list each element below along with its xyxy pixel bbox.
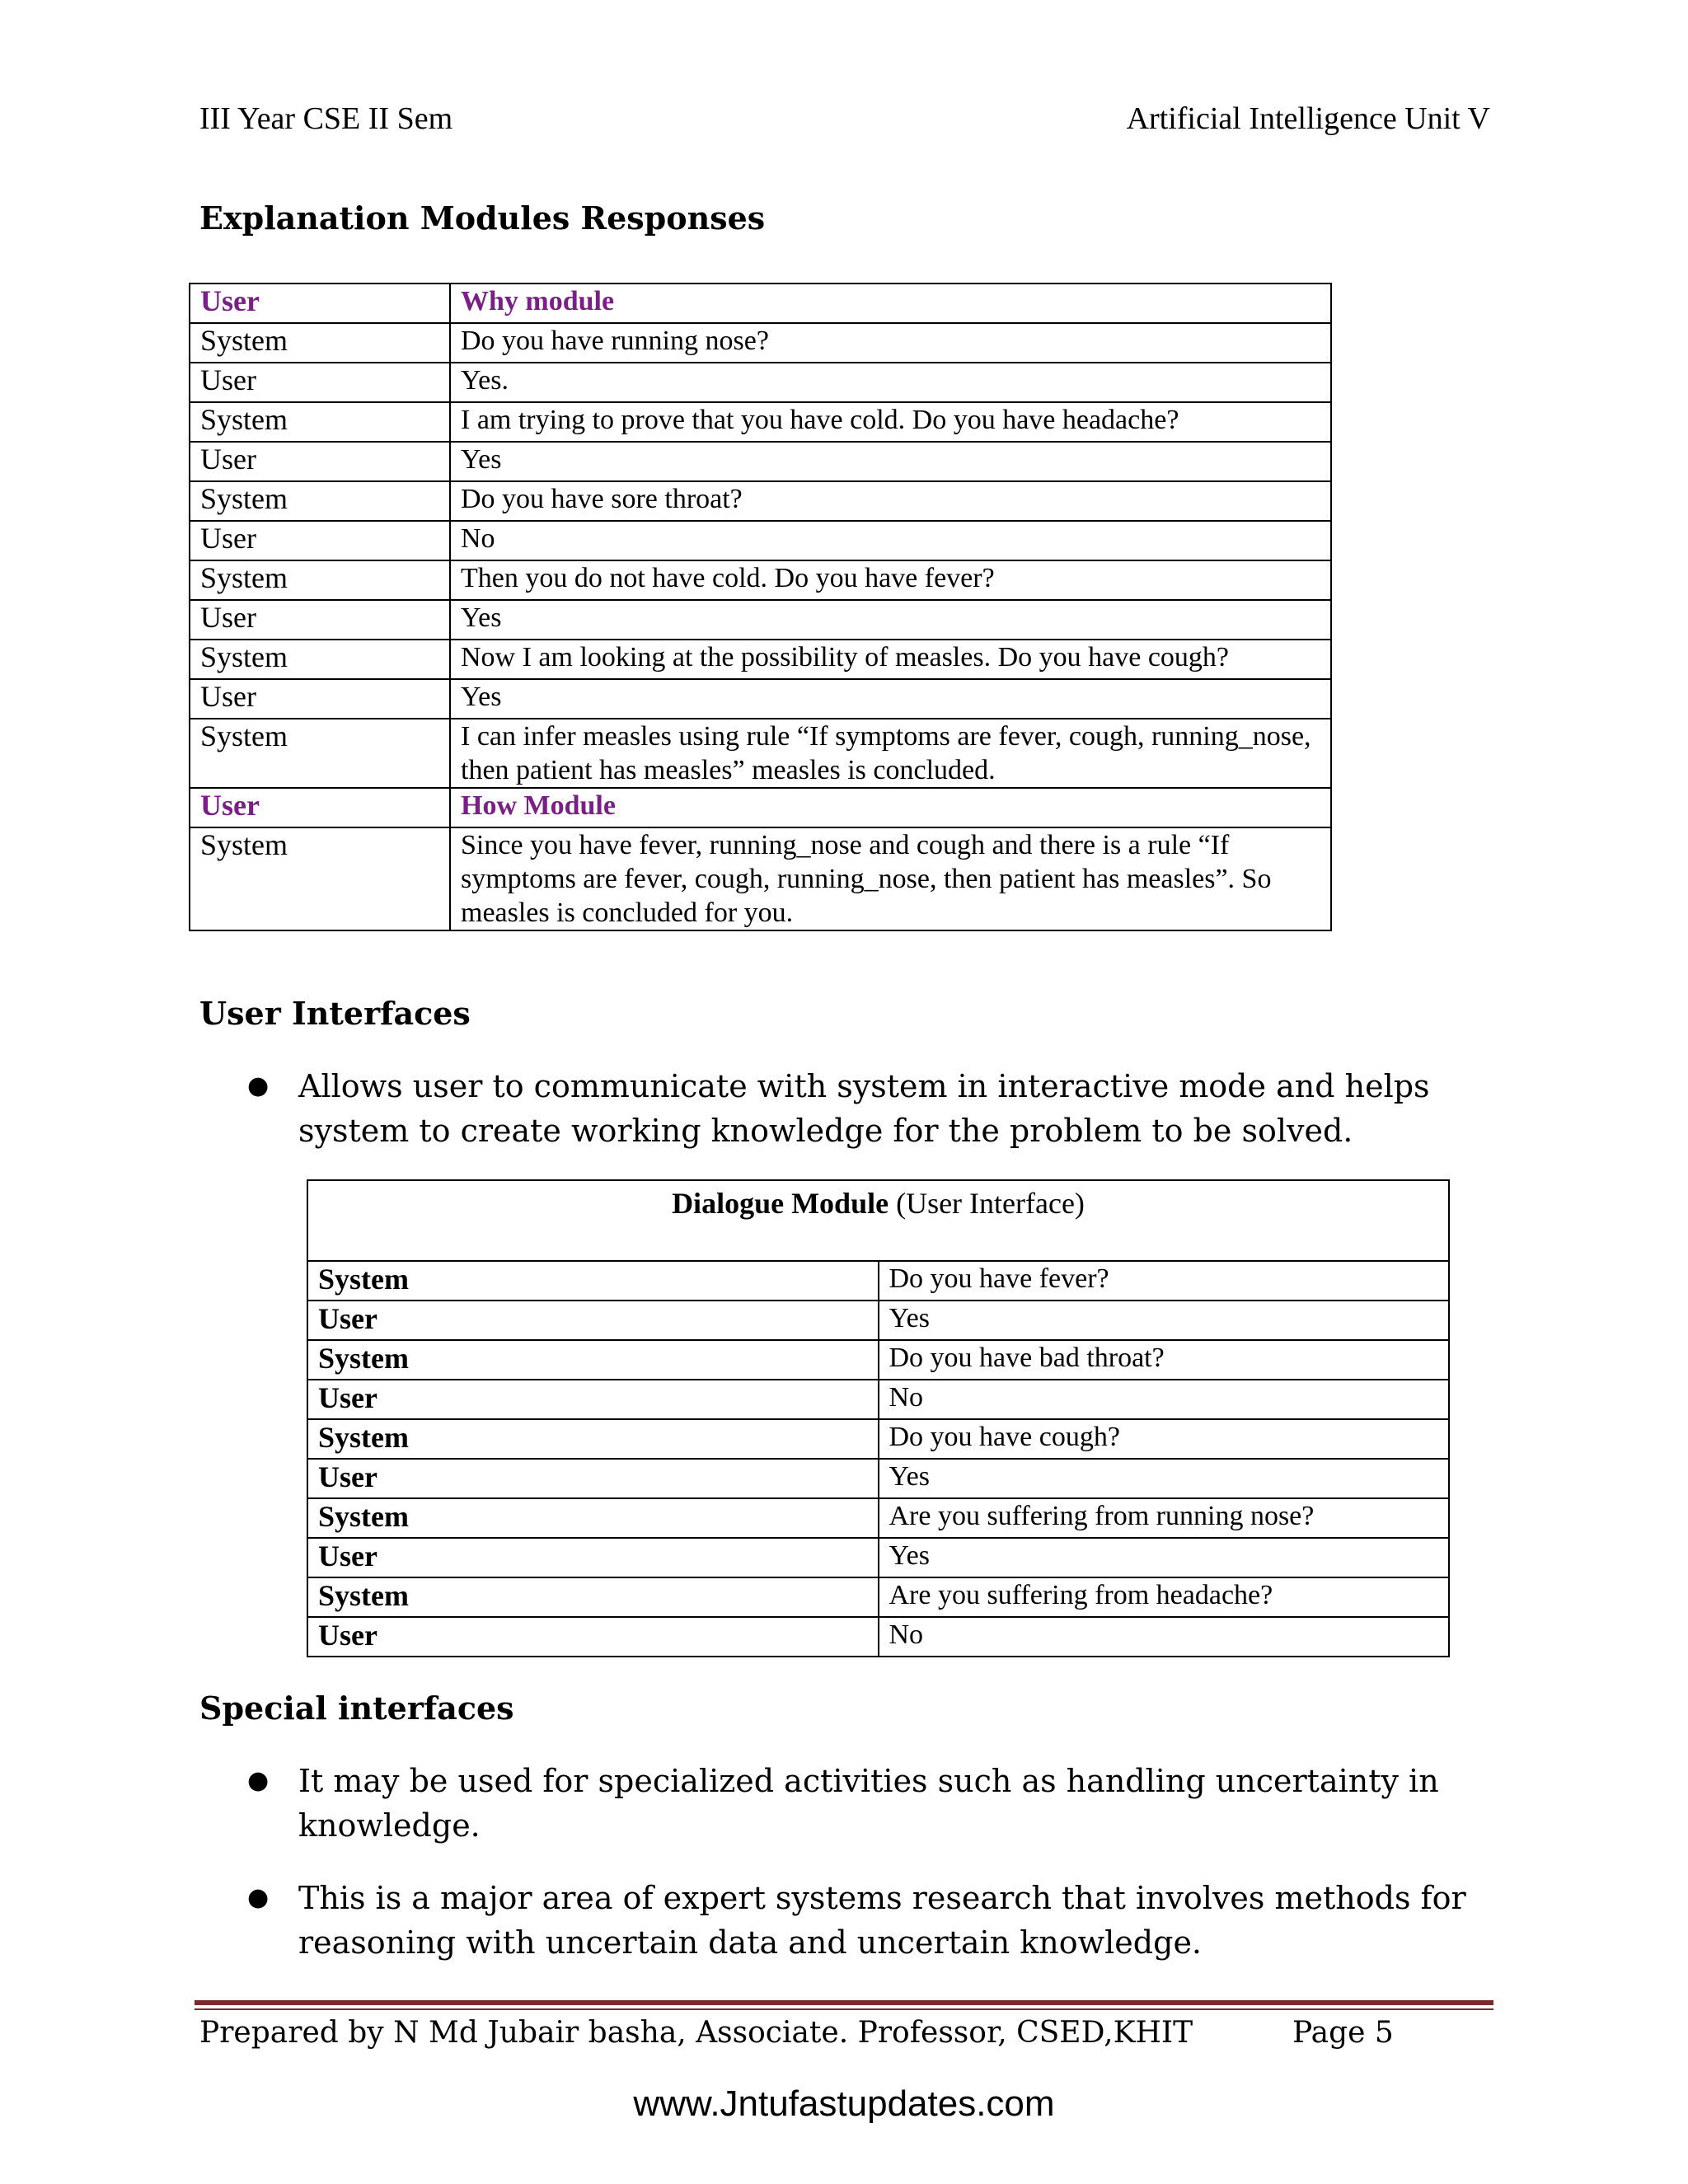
table-row xyxy=(190,442,1331,481)
message-cell: Yes xyxy=(450,600,1331,640)
message-cell: Since you have fever, running_nose and cough and there is a rule “If symptoms are fever, cough, running_nose, then patient has measles”. So measles is concluded for you. xyxy=(450,827,1331,930)
message-cell: Now I am looking at the possibility of measles. Do you have cough? xyxy=(450,640,1331,679)
table-row xyxy=(190,363,1331,402)
table-row xyxy=(307,1380,1449,1419)
table-row xyxy=(190,827,1331,930)
section-heading-user-interfaces: User Interfaces xyxy=(199,995,471,1032)
table-row xyxy=(307,1261,1449,1301)
bullet-text: This is a major area of expert systems research that involves methods for reasoning with uncertain data and uncertain knowledge. xyxy=(298,1880,1466,1961)
dialogue-module-table xyxy=(307,1179,1450,1657)
speaker-cell: User xyxy=(190,521,450,560)
message-cell: Are you suffering from headache? xyxy=(879,1577,1450,1617)
special-interfaces-bullets xyxy=(247,1759,1500,1993)
table-row xyxy=(190,600,1331,640)
speaker-cell: System xyxy=(190,719,450,788)
header-subject: Artificial Intelligence Unit V xyxy=(1126,101,1490,136)
footer-rule-thin xyxy=(195,2008,1493,2010)
message-cell: Do you have running nose? xyxy=(450,323,1331,363)
speaker-cell: System xyxy=(190,827,450,930)
table-row xyxy=(190,284,1331,323)
table-row xyxy=(307,1617,1449,1657)
message-cell: No xyxy=(879,1617,1450,1657)
message-cell: Yes. xyxy=(450,363,1331,402)
message-cell: Do you have fever? xyxy=(879,1261,1450,1301)
table-row xyxy=(307,1419,1449,1459)
message-cell: Yes xyxy=(450,442,1331,481)
footer-rule-thick xyxy=(195,2000,1493,2005)
table-row xyxy=(307,1577,1449,1617)
speaker-cell: User xyxy=(307,1617,879,1657)
table-row xyxy=(190,788,1331,827)
speaker-cell: System xyxy=(190,640,450,679)
speaker-cell: User xyxy=(307,1538,879,1577)
table-row xyxy=(190,679,1331,719)
table-row xyxy=(307,1498,1449,1538)
section-heading-special-interfaces: Special interfaces xyxy=(199,1690,514,1727)
speaker-cell: User xyxy=(190,788,450,827)
speaker-cell: System xyxy=(307,1340,879,1380)
table-row xyxy=(307,1340,1449,1380)
table-row xyxy=(190,323,1331,363)
speaker-cell: System xyxy=(307,1577,879,1617)
user-interfaces-bullets xyxy=(247,1064,1500,1153)
speaker-cell: User xyxy=(307,1380,879,1419)
speaker-cell: System xyxy=(307,1261,879,1301)
message-cell: Do you have cough? xyxy=(879,1419,1450,1459)
message-cell: Do you have sore throat? xyxy=(450,481,1331,521)
bullet-text: Allows user to communicate with system in interactive mode and helps system to create working knowledge for the problem to be solved. xyxy=(298,1068,1430,1149)
table-row xyxy=(190,402,1331,442)
message-cell: Yes xyxy=(879,1538,1450,1577)
footer-website: www.Jntufastupdates.com xyxy=(633,2083,1055,2124)
message-cell: How Module xyxy=(450,788,1331,827)
message-cell: I can infer measles using rule “If symptoms are fever, cough, running_nose, then patient has measles” measles is concluded. xyxy=(450,719,1331,788)
table-row xyxy=(190,481,1331,521)
header-course: III Year CSE II Sem xyxy=(199,101,453,136)
bullet-item xyxy=(247,1064,1500,1153)
section-heading-explanation: Explanation Modules Responses xyxy=(199,199,766,237)
page-number: Page 5 xyxy=(1292,2016,1394,2050)
table-row xyxy=(190,719,1331,788)
speaker-cell: System xyxy=(307,1419,879,1459)
message-cell: Yes xyxy=(450,679,1331,719)
speaker-cell: User xyxy=(307,1301,879,1340)
explanation-responses-table xyxy=(189,283,1332,931)
table-row xyxy=(190,560,1331,600)
table-row xyxy=(190,521,1331,560)
speaker-cell: System xyxy=(307,1498,879,1538)
message-cell: Why module xyxy=(450,284,1331,323)
bullet-item xyxy=(247,1876,1500,1965)
table-row xyxy=(307,1301,1449,1340)
bullet-dot-icon: ● xyxy=(247,1766,270,1795)
speaker-cell: System xyxy=(190,402,450,442)
bullet-item xyxy=(247,1759,1500,1848)
table-row xyxy=(307,1459,1449,1498)
speaker-cell: User xyxy=(190,442,450,481)
dialogue-table-title xyxy=(307,1180,1449,1261)
speaker-cell: User xyxy=(190,284,450,323)
bullet-dot-icon: ● xyxy=(247,1883,270,1912)
message-cell: No xyxy=(450,521,1331,560)
speaker-cell: System xyxy=(190,323,450,363)
speaker-cell: System xyxy=(190,560,450,600)
speaker-cell: User xyxy=(190,363,450,402)
message-cell: Yes xyxy=(879,1301,1450,1340)
speaker-cell: User xyxy=(190,679,450,719)
bullet-dot-icon: ● xyxy=(247,1071,270,1100)
message-cell: Yes xyxy=(879,1459,1450,1498)
speaker-cell: User xyxy=(307,1459,879,1498)
message-cell: Then you do not have cold. Do you have fever? xyxy=(450,560,1331,600)
dialogue-title-rest: (User Interface) xyxy=(896,1187,1085,1220)
message-cell: Are you suffering from running nose? xyxy=(879,1498,1450,1538)
table-row xyxy=(307,1538,1449,1577)
table-row xyxy=(190,640,1331,679)
bullet-text: It may be used for specialized activities such as handling uncertainty in knowledge. xyxy=(298,1763,1439,1844)
message-cell: Do you have bad throat? xyxy=(879,1340,1450,1380)
speaker-cell: User xyxy=(190,600,450,640)
message-cell: I am trying to prove that you have cold. Do you have headache? xyxy=(450,402,1331,442)
dialogue-title-bold: Dialogue Module xyxy=(672,1187,889,1220)
speaker-cell: System xyxy=(190,481,450,521)
footer-prepared-by: Prepared by N Md Jubair basha, Associate. Professor, CSED,KHIT xyxy=(199,2016,1193,2050)
message-cell: No xyxy=(879,1380,1450,1419)
table-title-row xyxy=(307,1180,1449,1261)
